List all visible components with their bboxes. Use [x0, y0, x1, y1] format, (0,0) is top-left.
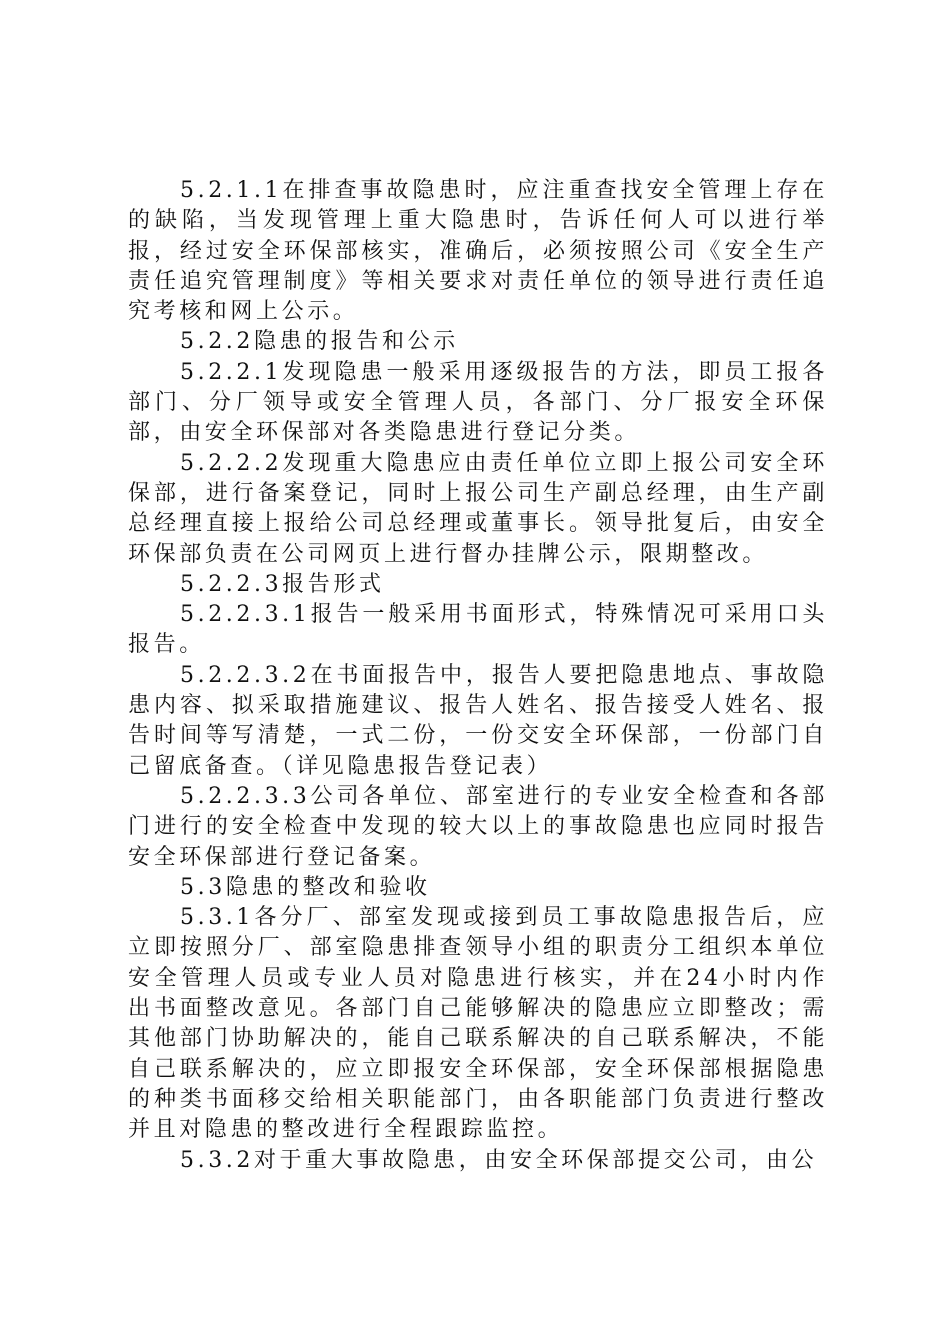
paragraph-5-2-2-3-3: 5.2.2.3.3公司各单位、部室进行的专业安全检查和各部门进行的安全检查中发现的较大以上的事故隐患也应同时报告安全环保部进行登记备案。	[128, 783, 828, 870]
document-body	[128, 176, 828, 1176]
paragraph-5-2-1-1: 5.2.1.1在排查事故隐患时，应注重查找安全管理上存在的缺陷，当发现管理上重大隐患时，告诉任何人可以进行举报，经过安全环保部核实，准确后，必须按照公司《安全生产责任追究管理制度》等相关要求对责任单位的领导进行责任追究考核和网上公示。	[128, 178, 828, 325]
paragraph-5-2-2-1: 5.2.2.1发现隐患一般采用逐级报告的方法，即员工报各部门、分厂领导或安全管理人员，各部门、分厂报安全环保部，由安全环保部对各类隐患进行登记分类。	[128, 359, 828, 446]
paragraph-5-3-2: 5.3.2对于重大事故隐患，由安全环保部提交公司，由公	[180, 1147, 818, 1173]
paragraph-5-2-2-2: 5.2.2.2发现重大隐患应由责任单位立即上报公司安全环保部，进行备案登记，同时上报公司生产副总经理，由生产副总经理直接上报给公司总经理或董事长。领导批复后，由安全环保部负责在公司网页上进行督办挂牌公示，限期整改。	[128, 450, 828, 567]
section-heading-5-3: 5.3隐患的整改和验收	[180, 874, 431, 900]
paragraph-5-3-1: 5.3.1各分厂、部室发现或接到员工事故隐患报告后，应立即按照分厂、部室隐患排查领导小组的职责分工组织本单位安全管理人员或专业人员对隐患进行核实，并在24小时内作出书面整改意见。各部门自己能够解决的隐患应立即整改；需其他部门协助解决的，能自己联系解决的自己联系解决，不能自己联系解决的，应立即报安全环保部，安全环保部根据隐患的种类书面移交给相关职能部门，由各职能部门负责进行整改并且对隐患的整改进行全程跟踪监控。	[128, 905, 828, 1143]
paragraph-5-2-2-3-2: 5.2.2.3.2在书面报告中，报告人要把隐患地点、事故隐患内容、拟采取措施建议、报告人姓名、报告接受人姓名、报告时间等写清楚，一式二份，一份交安全环保部，一份部门自己留底备查。（详见隐患报告登记表）	[128, 662, 828, 779]
section-heading-5-2-2-3: 5.2.2.3报告形式	[180, 571, 385, 597]
section-heading-5-2-2: 5.2.2隐患的报告和公示	[180, 329, 459, 355]
paragraph-5-2-2-3-1: 5.2.2.3.1报告一般采用书面形式，特殊情况可采用口头报告。	[128, 602, 828, 658]
